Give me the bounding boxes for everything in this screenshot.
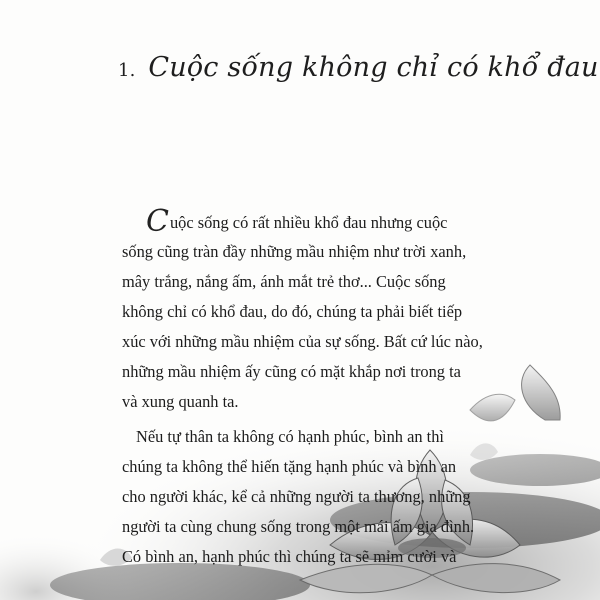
text-line: những mầu nhiệm ấy cũng có mặt khắp nơi trong ta <box>122 362 461 381</box>
text-line <box>146 204 448 239</box>
chapter-title: Cuộc sống không chỉ có khổ đau <box>148 52 599 83</box>
text-line: cho người khác, kể cả những người ta thương, những <box>122 487 471 506</box>
text-line: mây trắng, nắng ấm, ánh mắt trẻ thơ... Cuộc sống <box>122 272 446 291</box>
text-line: Có bình an, hạnh phúc thì chúng ta sẽ mỉm cười và <box>122 547 457 566</box>
text-line: Nếu tự thân ta không có hạnh phúc, bình an thì <box>136 427 444 446</box>
text-line: chúng ta không thể hiến tặng hạnh phúc và bình an <box>122 457 457 476</box>
line-text: uộc sống có rất nhiều khổ đau nhưng cuộc <box>169 213 448 232</box>
drop-cap: C <box>146 204 169 239</box>
text-line: và xung quanh ta. <box>122 392 239 411</box>
text-line: xúc với những mầu nhiệm của sự sống. Bất cứ lúc nào, <box>122 332 483 351</box>
chapter-number: 1. <box>118 60 136 81</box>
text-line: sống cũng tràn đầy những mầu nhiệm như trời xanh, <box>122 242 467 261</box>
chapter-heading <box>118 52 599 92</box>
text-line: người ta cùng chung sống trong một mái ấm gia đình. <box>122 517 475 536</box>
text-line: không chỉ có khổ đau, do đó, chúng ta phải biết tiếp <box>122 302 463 321</box>
